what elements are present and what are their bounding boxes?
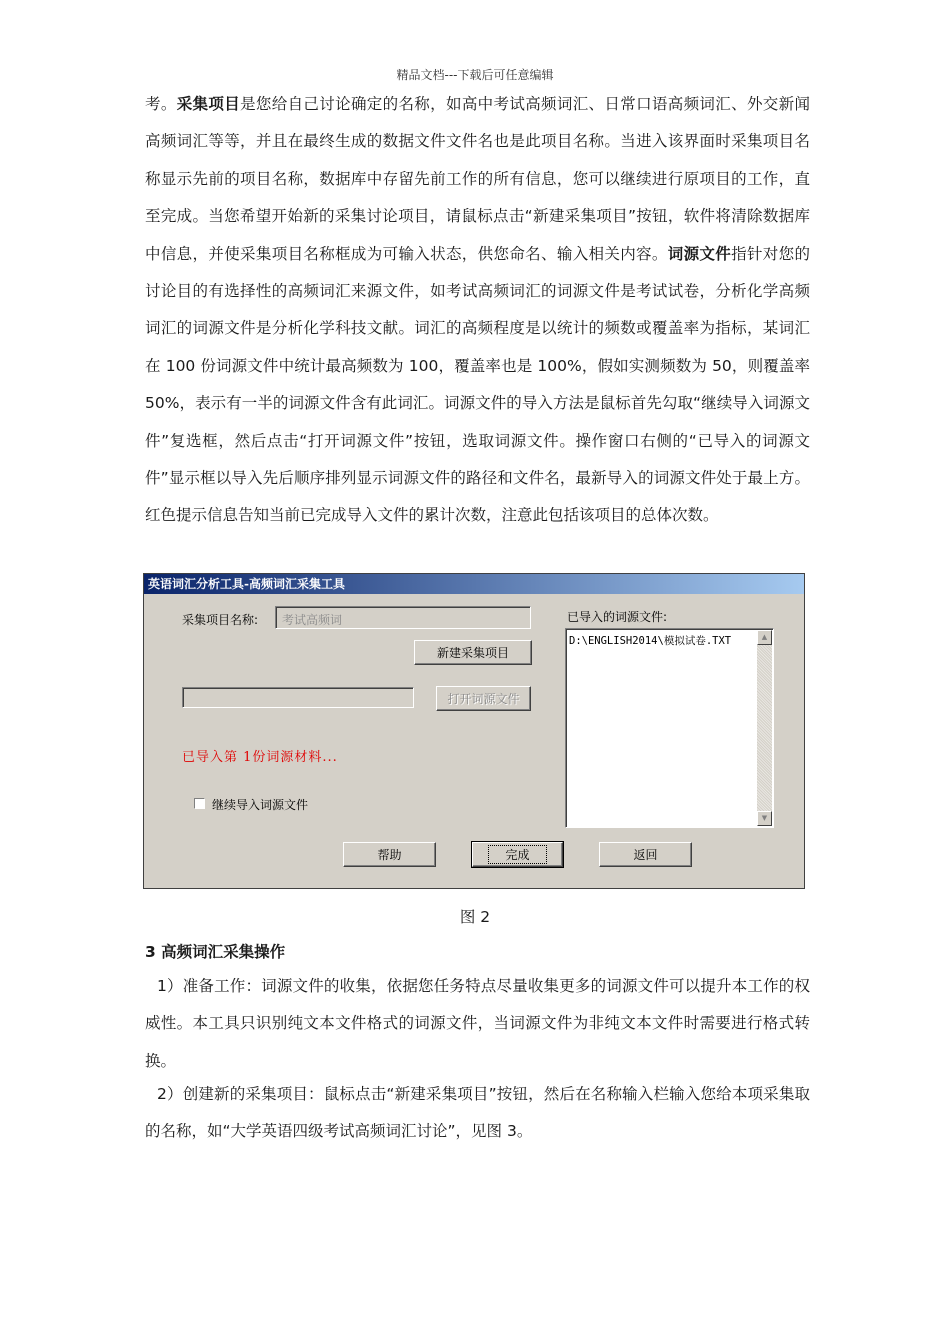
new-project-button[interactable]: 新建采集项目 xyxy=(414,640,532,665)
scroll-down-arrow-icon[interactable]: ▼ xyxy=(757,811,772,826)
term-source-file: 词源文件 xyxy=(667,244,732,263)
figure-caption: 图 2 xyxy=(459,908,491,926)
text-run: 是您给自己讨论确定的名称，如高中考试高频词汇、日常口语高频词汇、外交新闻高频词汇等等，并且在最终生成的数据文件文件名也是此项目名称。当进入该界面时采集项目名称显示先前的项目名称，数据库中存留先前工作的所有信息，您可以继续进行原项目的工作，直至完成。当您希望开始新的采集讨论项目，请鼠标点击“新建采集项目”按钮，软件将清除数据库中信息，并使采集项目名称框成为可输入状态，供您命名、输入相关内容。 xyxy=(145,95,810,263)
help-button[interactable]: 帮助 xyxy=(343,842,436,867)
section-heading: 3 高频词汇采集操作 xyxy=(145,943,286,961)
status-message: 已导入第 1份词源材料... xyxy=(182,750,338,765)
text-run: 指针对您的讨论目的有选择性的高频词汇来源文件，如考试高频词汇的词源文件是考试试卷，分析化学高频词汇的词源文件是分析化学科技文献。词汇的高频程度是以统计的频数或覆盖率为指标，某词汇在 100 份词源文件中统计最高频数为 100，覆盖率也是 100%，假如实测频数为 50，则覆盖率 50%，表示有一半的词源文件含有此词汇。词源文件的导入方法是鼠标首先勾取“继续导入词源文件”复选框，然后点击“打开词源文件”按钮，选取词源文件。操作窗口右侧的“已导入的词源文件”显示框以导入先后顺序排列显示词源文件的路径和文件名，最新导入的词源文件处于最上方。红色提示信息告知当前已完成导入文件的累计次数，注意此包括该项目的总体次数。 xyxy=(145,244,810,525)
open-source-file-button[interactable]: 打开词源文件 xyxy=(436,686,531,711)
file-path-input[interactable] xyxy=(182,687,414,708)
list-item[interactable]: D:\ENGLISH2014\模拟试卷.TXT xyxy=(569,635,732,647)
continue-import-label: 继续导入词源文件 xyxy=(212,798,309,812)
paragraph-preparation: 1）准备工作：词源文件的收集，依据您任务特点尽量收集更多的词源文件可以提升本工作的权威性。本工具只识别纯文本文件格式的词源文件，当词源文件为非纯文本文件时需要进行格式转换。 xyxy=(145,977,810,1070)
paragraph-intro xyxy=(145,86,810,535)
paragraph-create-project: 2）创建新的采集项目：鼠标点击“新建采集项目”按钮，然后在名称输入栏输入您给本项采集取的名称，如“大学英语四级考试高频词汇讨论”，见图 3。 xyxy=(145,1085,810,1141)
list-scrollbar[interactable] xyxy=(757,630,772,826)
done-button-label: 完成 xyxy=(488,845,546,864)
dialog-title-bar[interactable]: 英语词汇分析工具-高频词汇采集工具 xyxy=(144,574,804,594)
imported-files-list[interactable] xyxy=(565,628,774,828)
page-header: 精品文档---下载后可任意编辑 xyxy=(396,68,554,82)
text-run: 考。 xyxy=(145,95,177,113)
dialog-window xyxy=(143,573,805,889)
project-name-label: 采集项目名称: xyxy=(182,613,259,627)
continue-import-checkbox[interactable] xyxy=(194,798,205,809)
back-button[interactable]: 返回 xyxy=(599,842,692,867)
scroll-up-arrow-icon[interactable]: ▲ xyxy=(757,630,772,645)
imported-files-label: 已导入的词源文件: xyxy=(567,610,668,624)
project-name-input[interactable]: 考试高频词 xyxy=(275,606,531,629)
done-button[interactable] xyxy=(472,842,563,867)
term-project: 采集项目 xyxy=(176,95,241,113)
